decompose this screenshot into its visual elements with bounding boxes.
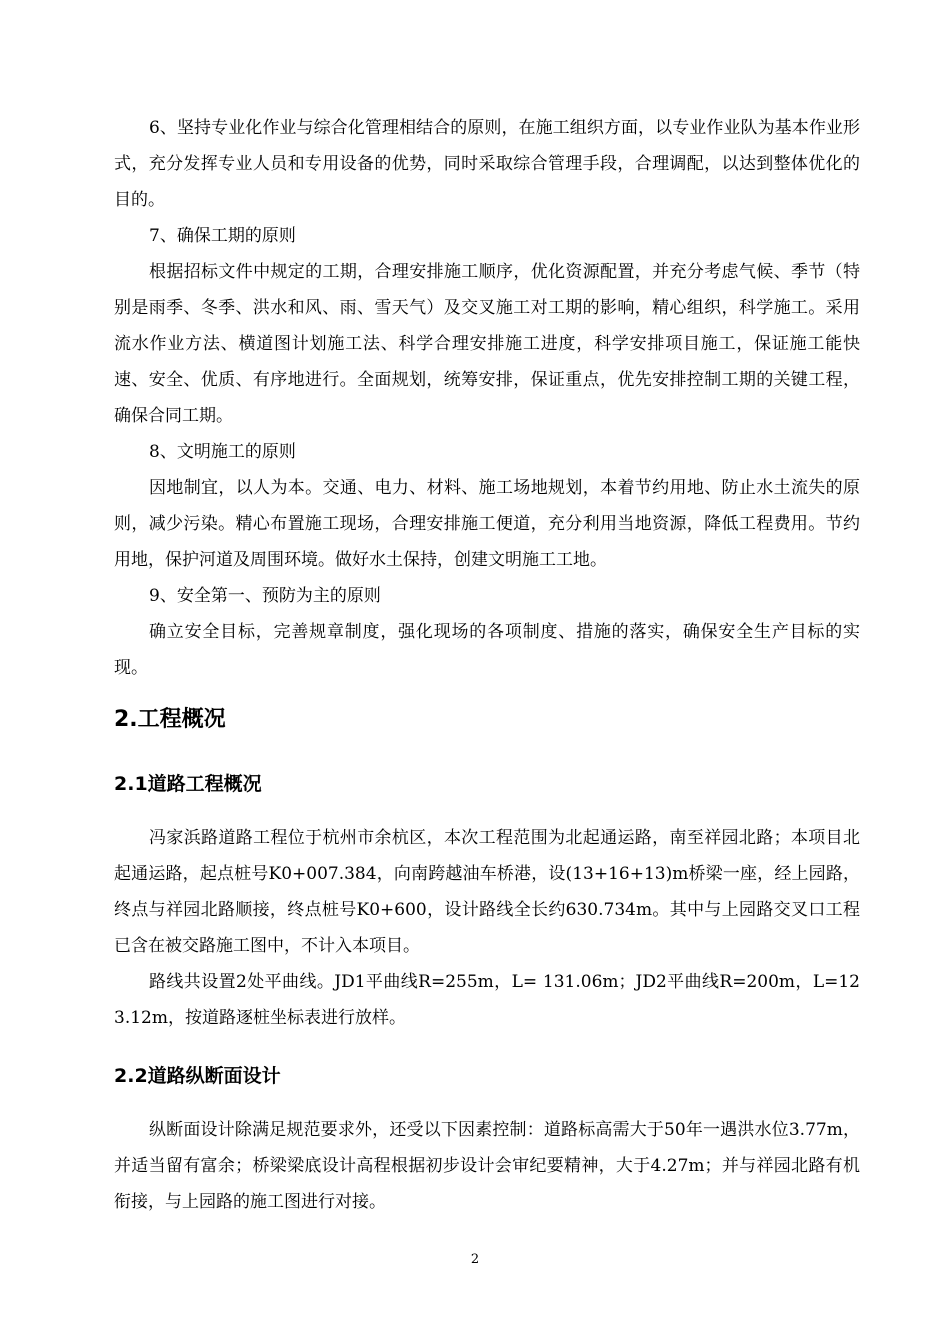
principle-7-heading: 7、确保工期的原则	[149, 226, 296, 246]
principle-9-paragraph: 确立安全目标，完善规章制度，强化现场的各项制度、措施的落实，确保安全生产目标的实现。	[114, 622, 860, 678]
subsection-1-paragraph-2: 路线共设置2处平曲线。JD1平曲线R=255m，L= 131.06m；JD2平曲线R=200m，L=123.12m，按道路逐桩坐标表进行放样。	[114, 972, 860, 1028]
subsection-1-paragraph-1: 冯家浜路道路工程位于杭州市余杭区，本次工程范围为北起通运路，南至祥园北路；本项目北起通运路，起点桩号K0+007.384，向南跨越油车桥港，设(13+16+13)m桥梁一座，经上园路，终点与祥园北路顺接，终点桩号K0+600，设计路线全长约630.734m。其中与上园路交叉口工程已含在被交路施工图中，不计入本项目。	[114, 828, 860, 956]
principle-8-paragraph: 因地制宜，以人为本。交通、电力、材料、施工场地规划，本着节约用地、防止水土流失的原则，减少污染。精心布置施工现场，合理安排施工便道，充分利用当地资源，降低工程费用。节约用地，保护河道及周围环境。做好水土保持，创建文明施工工地。	[114, 478, 860, 570]
subsection-2-paragraph-1: 纵断面设计除满足规范要求外，还受以下因素控制：道路标高需大于50年一遇洪水位3.77m，并适当留有富余；桥梁梁底设计高程根据初步设计会审纪要精神，大于4.27m；并与祥园北路有机衔接，与上园路的施工图进行对接。	[114, 1120, 860, 1212]
principle-6-paragraph: 6、坚持专业化作业与综合化管理相结合的原则，在施工组织方面，以专业作业队为基本作业形式，充分发挥专业人员和专用设备的优势，同时采取综合管理手段，合理调配，以达到整体优化的目的。	[114, 118, 860, 210]
principle-7-paragraph: 根据招标文件中规定的工期，合理安排施工顺序，优化资源配置，并充分考虑气候、季节（特别是雨季、冬季、洪水和风、雨、雪天气）及交叉施工对工期的影响，精心组织，科学施工。采用流水作业方法、横道图计划施工法、科学合理安排施工进度，科学安排项目施工，保证施工能快速、安全、优质、有序地进行。全面规划，统筹安排，保证重点，优先安排控制工期的关键工程，确保合同工期。	[114, 262, 860, 426]
page-number: 2	[470, 1252, 480, 1267]
page-content	[114, 110, 860, 1220]
section-title: 2.工程概况	[114, 707, 226, 732]
principle-9-heading: 9、安全第一、预防为主的原则	[149, 586, 381, 606]
subsection-2-title: 2.2道路纵断面设计	[114, 1065, 281, 1087]
principle-8-heading: 8、文明施工的原则	[149, 442, 296, 462]
subsection-1-title: 2.1道路工程概况	[114, 773, 262, 795]
